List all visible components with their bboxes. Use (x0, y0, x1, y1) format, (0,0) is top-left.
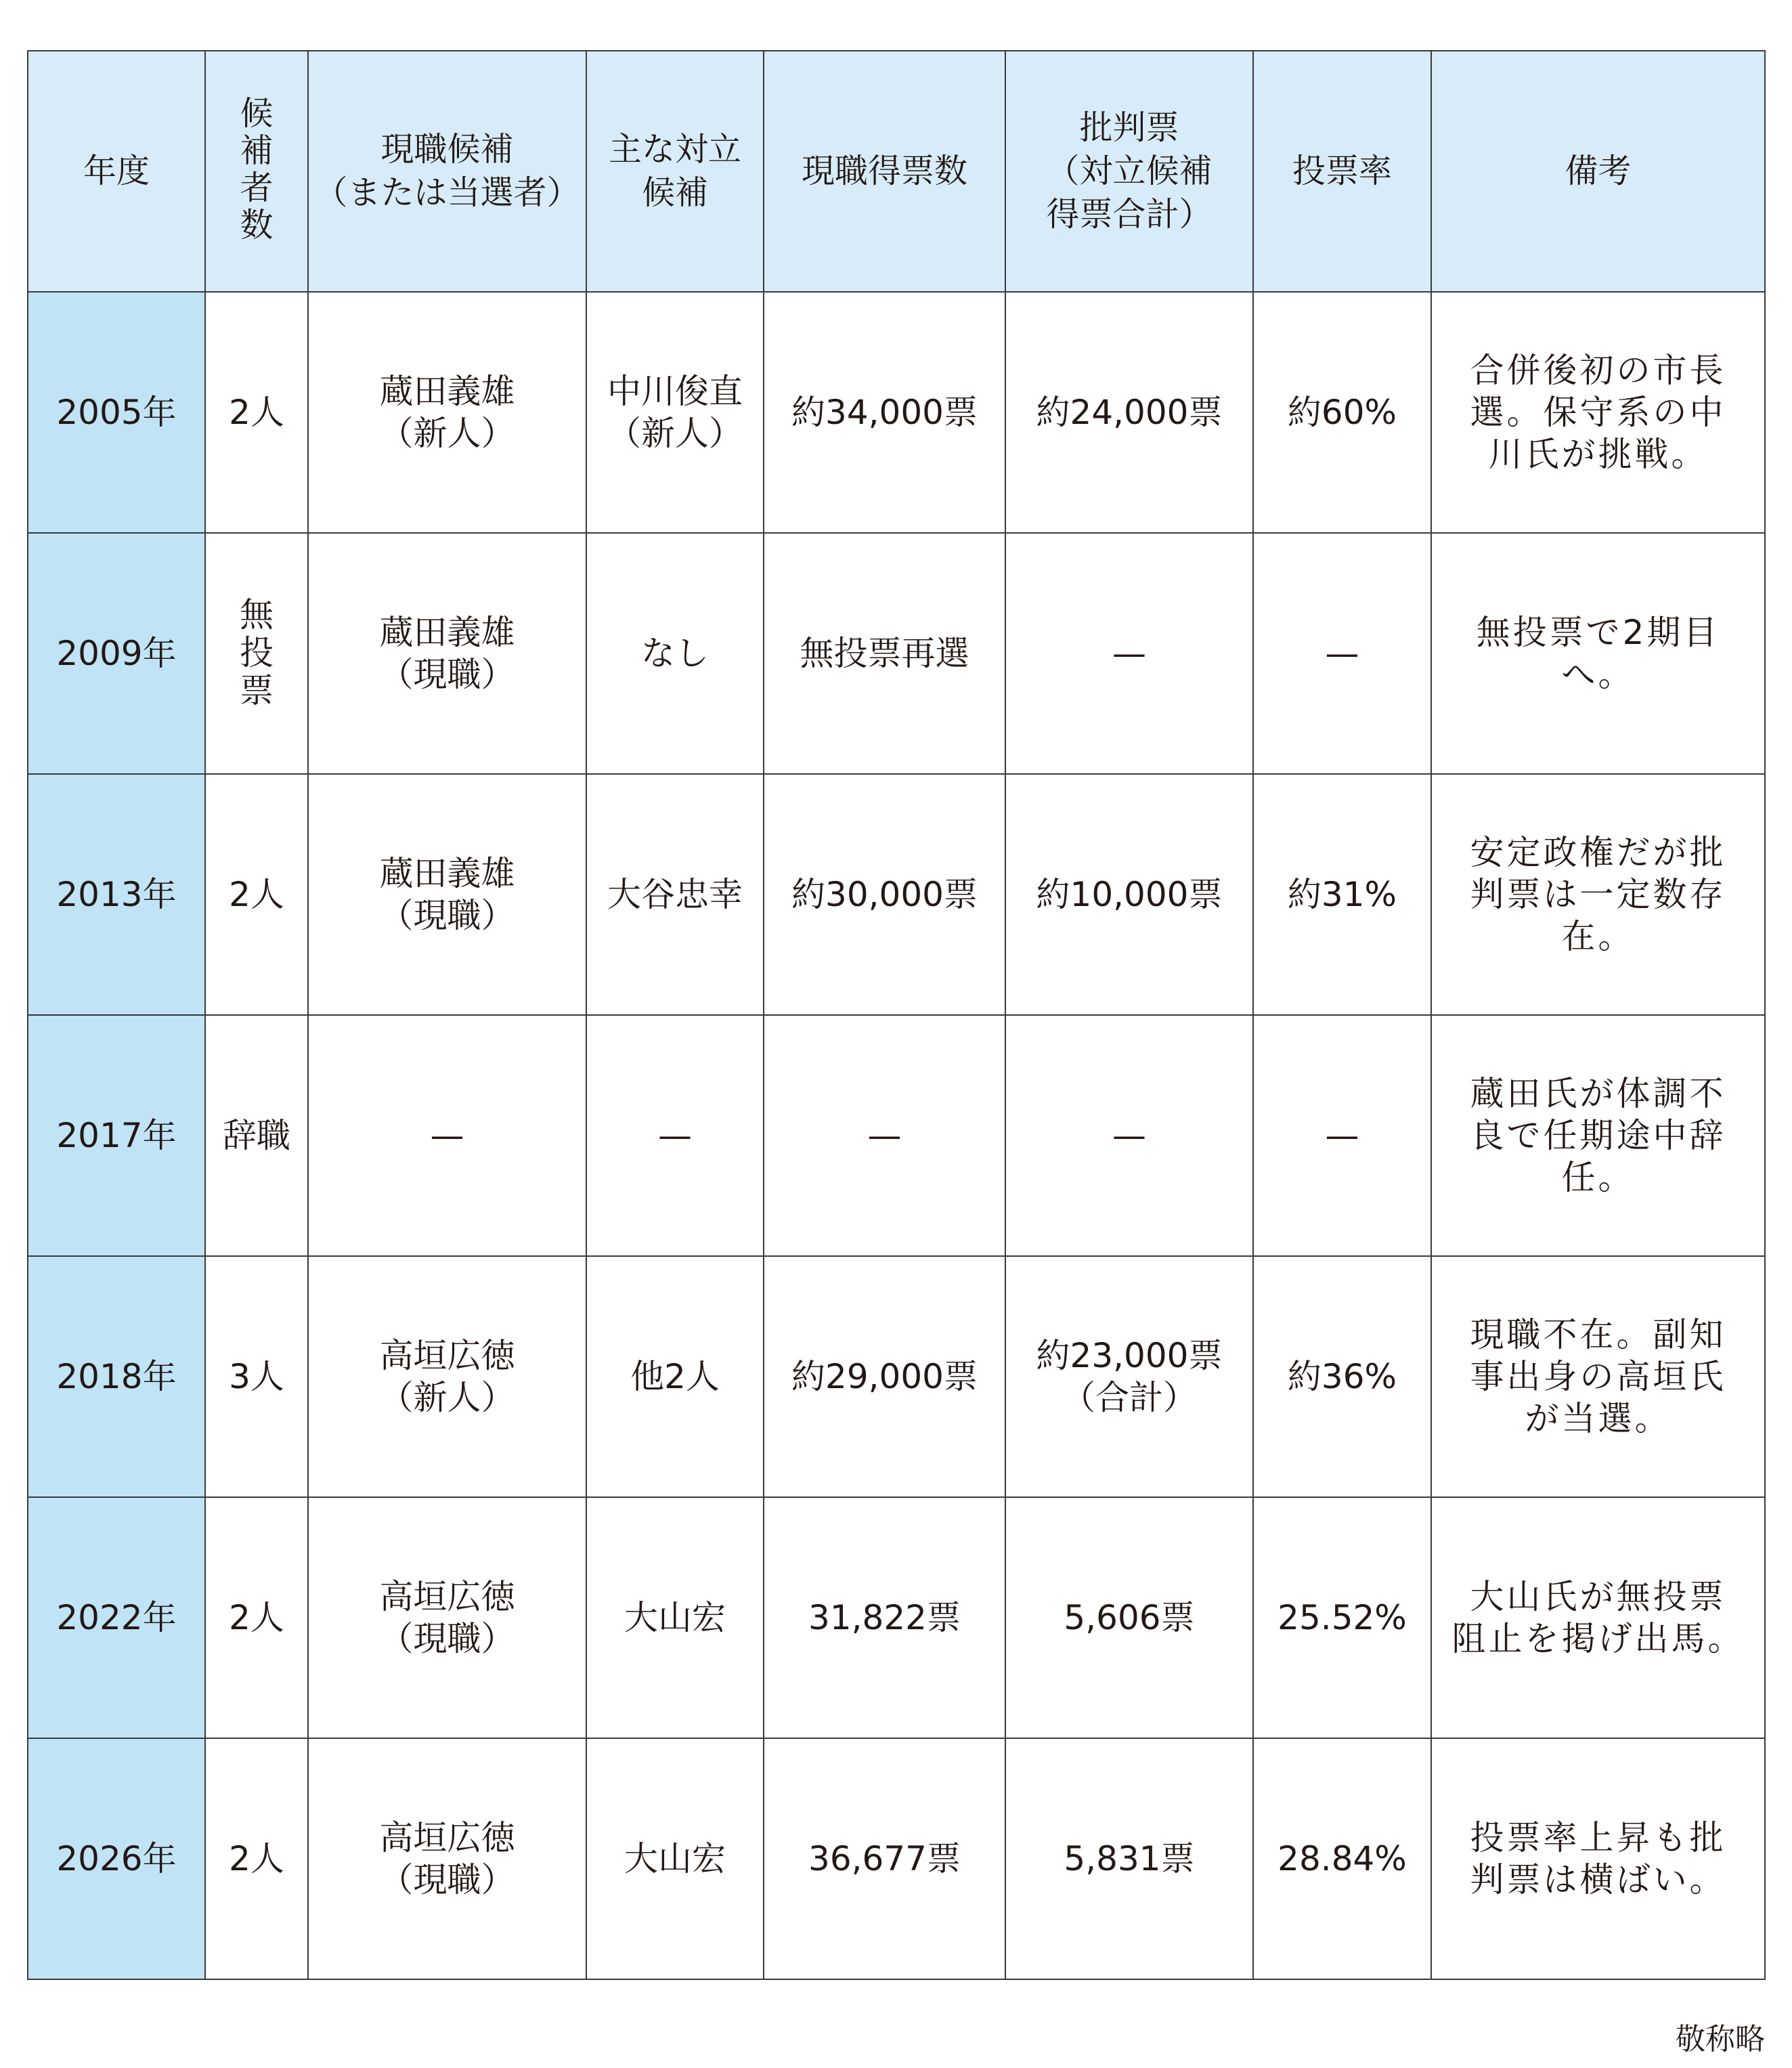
incumbent-line: （新人） (379, 414, 515, 453)
note-line: 合併後初の市長 (1470, 351, 1726, 390)
incumbent-line: 高垣広徳 (379, 1577, 515, 1616)
incumbent-cell (308, 774, 586, 1015)
votes-line: 31,822票 (808, 1598, 961, 1637)
critical-votes-cell (1005, 533, 1253, 774)
votes-line: 約30,000票 (791, 875, 978, 914)
opponent-cell (586, 1256, 764, 1497)
votes-line: 約29,000票 (791, 1357, 978, 1396)
notes-cell (1431, 1497, 1765, 1738)
notes-cell (1431, 533, 1765, 774)
election-results-table (27, 50, 1766, 1980)
critical-line: 5,606票 (1064, 1598, 1195, 1637)
turnout-cell: 28.84% (1253, 1738, 1431, 1979)
turnout-cell: 25.52% (1253, 1497, 1431, 1738)
header-turnout: 投票率 (1253, 51, 1431, 292)
header-critical-line: 批判票 (1079, 108, 1179, 147)
critical-votes-cell (1005, 774, 1253, 1015)
notes-cell (1431, 292, 1765, 533)
note-line: 事出身の高垣氏 (1470, 1357, 1726, 1396)
incumbent-votes-cell (764, 774, 1005, 1015)
incumbent-line: 高垣広徳 (379, 1818, 515, 1857)
turnout-cell: 約36% (1253, 1256, 1431, 1497)
incumbent-line: 蔵田義雄 (379, 854, 515, 893)
incumbent-line: （新人） (379, 1378, 515, 1417)
header-notes: 備考 (1431, 51, 1765, 292)
year-cell: 2026年 (28, 1738, 205, 1979)
year-cell: 2013年 (28, 774, 205, 1015)
table-row (28, 774, 1765, 1015)
header-critical-votes (1005, 51, 1253, 292)
opponent-line: 他2人 (630, 1357, 720, 1396)
incumbent-line: （現職） (379, 1860, 515, 1899)
incumbent-line: 蔵田義雄 (379, 372, 515, 411)
candidate-count-cell: 辞職 (205, 1015, 308, 1256)
header-incumbent (308, 51, 586, 292)
year-cell: 2005年 (28, 292, 205, 533)
votes-line: 36,677票 (808, 1839, 961, 1878)
candidate-count-text: 無投票 (240, 595, 274, 710)
votes-line: 無投票再選 (800, 634, 969, 673)
critical-line: 約10,000票 (1036, 875, 1223, 914)
header-row (28, 51, 1765, 292)
note-line: 任。 (1561, 1158, 1635, 1197)
critical-line: 5,831票 (1064, 1839, 1195, 1878)
header-candidates (205, 51, 308, 292)
incumbent-line: 蔵田義雄 (379, 613, 515, 652)
note-line: が当選。 (1525, 1399, 1671, 1438)
candidate-count-cell: 2人 (205, 1738, 308, 1979)
critical-line: — (1112, 634, 1146, 673)
footnote: 敬称略 (1676, 2022, 1765, 2056)
incumbent-cell (308, 533, 586, 774)
table-row (28, 292, 1765, 533)
incumbent-votes-cell (764, 1497, 1005, 1738)
incumbent-cell (308, 1256, 586, 1497)
incumbent-cell (308, 1015, 586, 1256)
turnout-cell: — (1253, 1015, 1431, 1256)
incumbent-votes-cell (764, 1015, 1005, 1256)
incumbent-line: （現職） (379, 896, 515, 935)
incumbent-votes-cell (764, 292, 1005, 533)
note-line: 良で任期途中辞 (1470, 1116, 1726, 1155)
incumbent-cell (308, 292, 586, 533)
critical-votes-cell (1005, 1015, 1253, 1256)
opponent-cell (586, 1738, 764, 1979)
critical-votes-cell (1005, 1497, 1253, 1738)
header-critical-line: （対立候補 (1046, 152, 1212, 190)
critical-line: 約23,000票 (1036, 1336, 1223, 1375)
note-line: 蔵田氏が体調不 (1470, 1074, 1726, 1113)
critical-votes-cell (1005, 1738, 1253, 1979)
votes-line: 約34,000票 (791, 393, 978, 432)
incumbent-votes-cell (764, 1738, 1005, 1979)
candidate-count-cell (205, 533, 308, 774)
incumbent-line: （現職） (379, 1619, 515, 1658)
note-line: 無投票で2期目 (1476, 613, 1720, 652)
header-critical-line: 得票合計） (1046, 195, 1212, 234)
candidate-count-cell: 2人 (205, 1497, 308, 1738)
note-line: へ。 (1561, 655, 1635, 694)
critical-votes-cell (1005, 292, 1253, 533)
critical-line: 約24,000票 (1036, 393, 1223, 432)
candidate-count-cell: 2人 (205, 292, 308, 533)
opponent-line: 大谷忠幸 (607, 875, 743, 914)
critical-votes-cell (1005, 1256, 1253, 1497)
note-line: 安定政権だが批 (1470, 833, 1726, 872)
notes-cell (1431, 1738, 1765, 1979)
note-line: 在。 (1561, 917, 1635, 956)
note-line: 投票率上昇も批 (1470, 1818, 1726, 1857)
incumbent-line: （現職） (379, 655, 515, 694)
opponent-line: 大山宏 (624, 1839, 726, 1878)
header-candidates-text: 候補者数 (240, 94, 274, 244)
table-row (28, 1256, 1765, 1497)
table-row (28, 1497, 1765, 1738)
header-incumbent-line: 現職候補 (380, 130, 514, 169)
header-opponent-line: 候補 (641, 173, 708, 212)
incumbent-line: 高垣広徳 (379, 1336, 515, 1375)
header-incumbent-votes: 現職得票数 (764, 51, 1005, 292)
note-line: 阻止を掲げ出馬。 (1451, 1619, 1745, 1658)
critical-line: — (1112, 1116, 1146, 1155)
opponent-cell (586, 1497, 764, 1738)
opponent-cell (586, 533, 764, 774)
note-line: 選。保守系の中 (1470, 393, 1726, 432)
header-opponent-line: 主な対立 (608, 130, 741, 169)
notes-cell (1431, 1256, 1765, 1497)
turnout-cell: — (1253, 533, 1431, 774)
table-row (28, 1738, 1765, 1979)
note-line: 川氏が挑戦。 (1488, 435, 1708, 474)
votes-line: — (867, 1116, 902, 1155)
critical-line: （合計） (1062, 1378, 1197, 1417)
header-incumbent-line: （または当選者） (314, 173, 580, 212)
incumbent-cell (308, 1497, 586, 1738)
opponent-line: なし (641, 634, 709, 673)
notes-cell (1431, 1015, 1765, 1256)
incumbent-line: — (430, 1116, 464, 1155)
opponent-line: 大山宏 (624, 1598, 726, 1637)
year-cell: 2009年 (28, 533, 205, 774)
opponent-line: — (658, 1116, 692, 1155)
table-row (28, 1015, 1765, 1256)
note-line: 大山氏が無投票 (1470, 1577, 1726, 1616)
note-line: 判票は横ばい。 (1470, 1860, 1726, 1899)
incumbent-cell (308, 1738, 586, 1979)
incumbent-votes-cell (764, 1256, 1005, 1497)
header-year: 年度 (28, 51, 205, 292)
incumbent-votes-cell (764, 533, 1005, 774)
opponent-cell (586, 774, 764, 1015)
table-body (28, 292, 1765, 1979)
header-opponent (586, 51, 764, 292)
opponent-line: （新人） (607, 414, 743, 453)
opponent-line: 中川俊直 (607, 372, 743, 411)
candidate-count-cell: 2人 (205, 774, 308, 1015)
turnout-cell: 約60% (1253, 292, 1431, 533)
table-row (28, 533, 1765, 774)
candidate-count-cell: 3人 (205, 1256, 308, 1497)
year-cell: 2018年 (28, 1256, 205, 1497)
note-line: 現職不在。副知 (1470, 1315, 1726, 1354)
note-line: 判票は一定数存 (1470, 875, 1726, 914)
year-cell: 2017年 (28, 1015, 205, 1256)
opponent-cell (586, 1015, 764, 1256)
notes-cell (1431, 774, 1765, 1015)
opponent-cell (586, 292, 764, 533)
year-cell: 2022年 (28, 1497, 205, 1738)
turnout-cell: 約31% (1253, 774, 1431, 1015)
